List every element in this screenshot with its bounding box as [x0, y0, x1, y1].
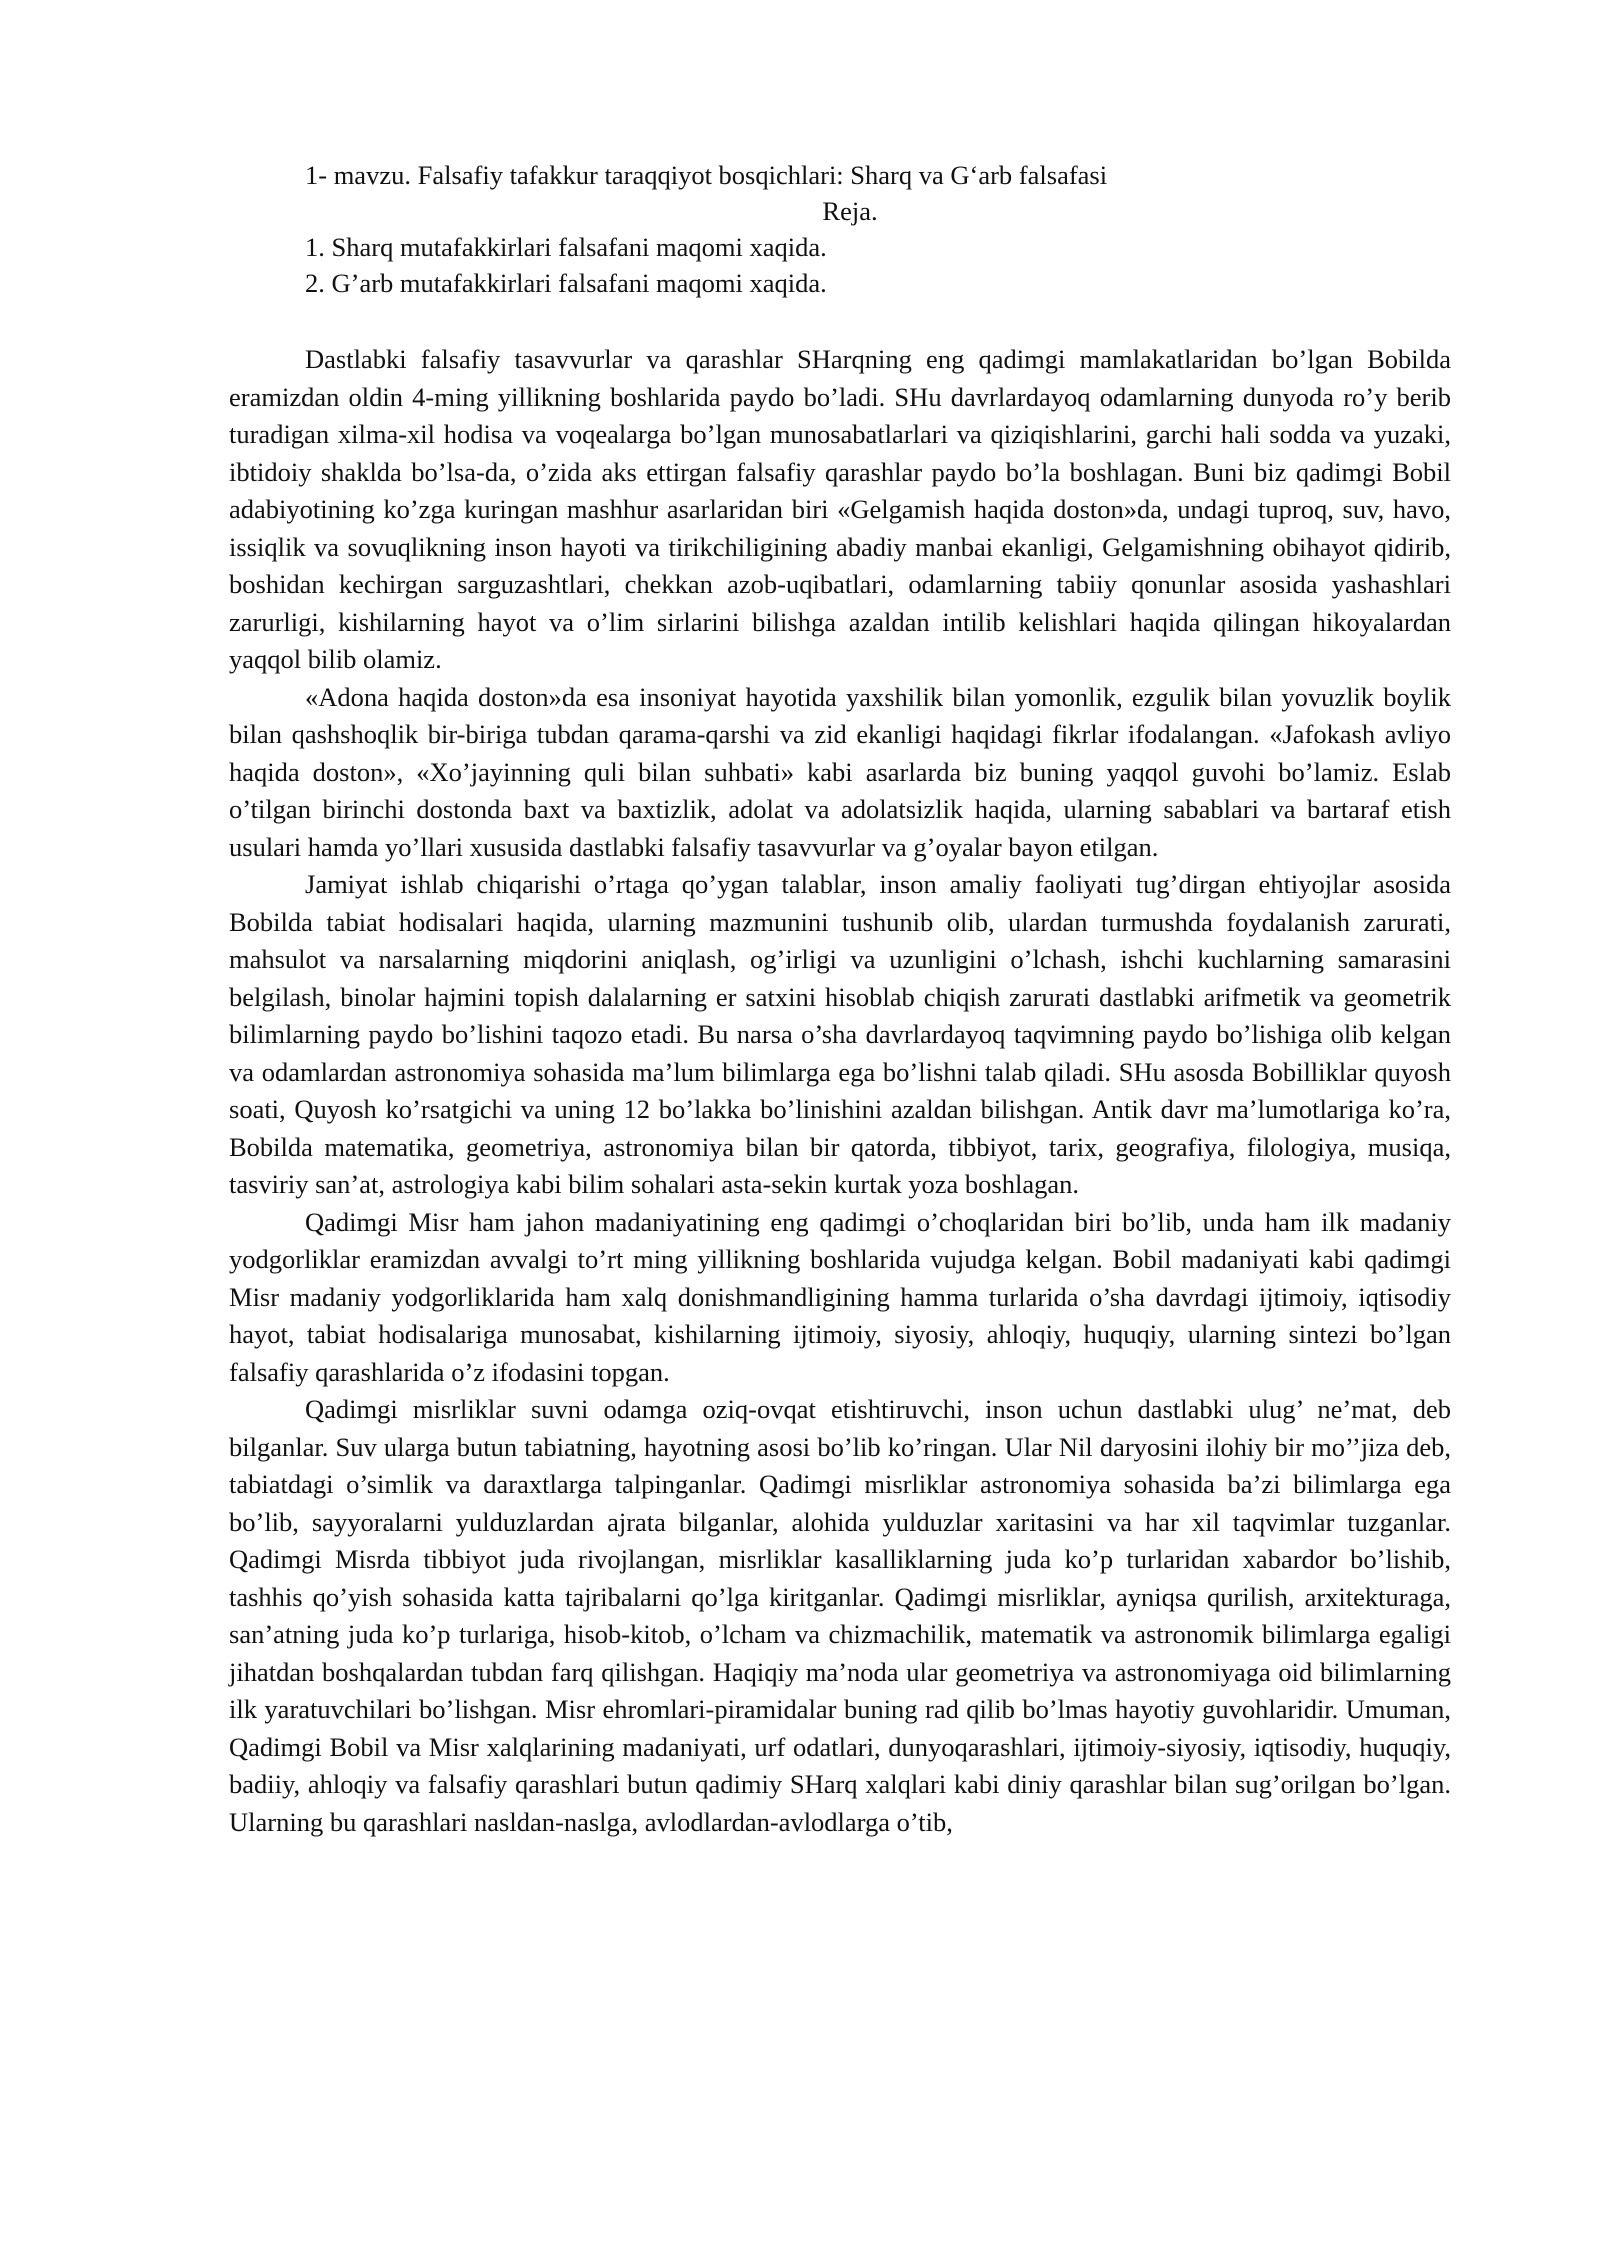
paragraph: Jamiyat ishlab chiqarishi o’rtaga qo’ygan talablar, inson amaliy faoliyati tug’dirgan ehtiyojlar asosida Bobilda tabiat hodisalari haqida, ularning mazmunini tushunib olib, ulardan turmushda foydalanish zarurati, mahsulot va narsalarning miqdorini aniqlash, og’irligi va uzunligini o’lchash, ishchi kuchlarning samarasini belgilash, binolar hajmini topish dalalarning er satxini hisoblab chiqish zarurati dastlabki arifmetik va geometrik bilimlarning paydo bo’lishini taqozo etadi. Bu narsa o’sha davrlardayoq taqvimning paydo bo’lishiga olib kelgan va odamlardan astronomiya sohasida ma’lum bilimlarga ega bo’lishni talab qiladi. SHu asosda Bobilliklar quyosh soati, Quyosh ko’rsatgichi va uning 12 bo’lakka bo’linishini azaldan bilishgan. Antik davr ma’lumotlariga ko’ra, Bobilda matematika, geometriya, astronomiya bilan bir qatorda, tibbiyot, tarix, geografiya, filologiya, musiqa, tasviriy san’at, astrologiya kabi bilim sohalari asta-sekin kurtak yoza boshlagan.	[229, 869, 1451, 1199]
paragraph: Qadimgi misrliklar suvni odamga oziq-ovqat etishtiruvchi, inson uchun dastlabki ulug’ ne’mat, deb bilganlar. Suv ularga butun tabiatning, hayotning asosi bo’lib ko’ringan. Ular Nil daryosini ilohiy bir mo’’jiza deb, tabiatdagi o’simlik va daraxtlarga talpinganlar. Qadimgi misrliklar astronomiya sohasida ba’zi bilimlarga ega bo’lib, sayyoralarni yulduzlardan ajrata bilganlar, alohida yulduzlar xaritasini va har xil taqvimlar tuzganlar. Qadimgi Misrda tibbiyot juda rivojlangan, misrliklar kasalliklarning juda ko’p turlaridan xabardor bo’lishib, tashhis qo’yish sohasida katta tajribalarni qo’lga kiritganlar. Qadimgi misrliklar, ayniqsa qurilish, arxitekturaga, san’atning juda ko’p turlariga, hisob-kitob, o’lcham va chizmachilik, matematik va astronomik bilimlarga egaligi jihatdan boshqalardan tubdan farq qilishgan. Haqiqiy ma’noda ular geometriya va astronomiyaga oid bilimlarning ilk yaratuvchilari bo’lishgan. Misr ehromlari-piramidalar buning rad qilib bo’lmas hayotiy guvohlaridir. Umuman, Qadimgi Bobil va Misr xalqlarining madaniyati, urf odatlari, dunyoqarashlari, ijtimoiy-siyosiy, iqtisodiy, huquqiy, badiiy, ahloqiy va falsafiy qarashlari butun qadimiy SHarq xalqlari kabi diniy qarashlar bilan sug’orilgan bo’lgan. Ularning bu qarashlari nasldan-naslga, avlodlardan-avlodlarga o’tib,	[229, 1394, 1451, 1837]
plan-item: 1. Sharq mutafakkirlari falsafani maqomi xaqida.	[305, 232, 827, 262]
plan-heading: Reja.	[822, 196, 878, 226]
plan-item: 2. G’arb mutafakkirlari falsafani maqomi xaqida.	[305, 268, 827, 298]
paragraph: Qadimgi Misr ham jahon madaniyatining eng qadimgi o’choqlaridan biri bo’lib, unda ham ilk madaniy yodgorliklar eramizdan avvalgi to’rt ming yillikning boshlarida vujudga kelgan. Bobil madaniyati kabi qadimgi Misr madaniy yodgorliklarida ham xalq donishmandligining hamma turlarida o’sha davrdagi ijtimoiy, iqtisodiy hayot, tabiat hodisalariga munosabat, kishilarning ijtimoiy, siyosiy, ahloqiy, huquqiy, ularning sintezi bo’lgan falsafiy qarashlarida o’z ifodasini topgan.	[229, 1206, 1451, 1387]
body-text	[229, 341, 1451, 1841]
paragraph: «Adona haqida doston»da esa insoniyat hayotida yaxshilik bilan yomonlik, ezgulik bilan yovuzlik boylik bilan qashshoqlik bir-biriga tubdan qarama-qarshi va zid ekanligi haqidagi fikrlar ifodalangan. «Jafokash avliyo haqida doston», «Xo’jayinning quli bilan suhbati» kabi asarlarda biz buning yaqqol guvohi bo’lamiz. Eslab o’tilgan birinchi dostonda baxt va baxtizlik, adolat va adolatsizlik haqida, ularning sabablari va bartaraf etish usulari hamda yo’llari xususida dastlabki falsafiy tasavvurlar va g’oyalar bayon etilgan.	[229, 681, 1451, 862]
paragraph: Dastlabki falsafiy tasavvurlar va qarashlar SHarqning eng qadimgi mamlakatlaridan bo’lgan Bobilda eramizdan oldin 4-ming yillikning boshlarida paydo bo’ladi. SHu davrlardayoq odamlarning dunyoda ro’y berib turadigan xilma-xil hodisa va voqealarga bo’lgan munosabatlarlari va qiziqishlarini, garchi hali sodda va yuzaki, ibtidoiy shaklda bo’lsa-da, o’zida aks ettirgan falsafiy qarashlar paydo bo’la boshlagan. Buni biz qadimgi Bobil adabiyotining ko’zga kuringan mashhur asarlaridan biri «Gelgamish haqida doston»da, undagi tuproq, suv, havo, issiqlik va sovuqlikning inson hayoti va tirikchiligining abadiy manbai ekanligi, Gelgamishning obihayot qidirib, boshidan kechirgan sarguzashtlari, chekkan azob-uqibatlari, odamlarning tabiiy qonunlar asosida yashashlari zarurligi, kishilarning hayot va o’lim sirlarini bilishga azaldan intilib kelishlari haqida qilingan hikoyalardan yaqqol bilib olamiz.	[229, 344, 1451, 674]
plan-list	[305, 229, 827, 301]
document-title: 1- mavzu. Falsafiy tafakkur taraqqiyot bosqichlari: Sharq va G‘arb falsafasi	[305, 160, 1108, 190]
